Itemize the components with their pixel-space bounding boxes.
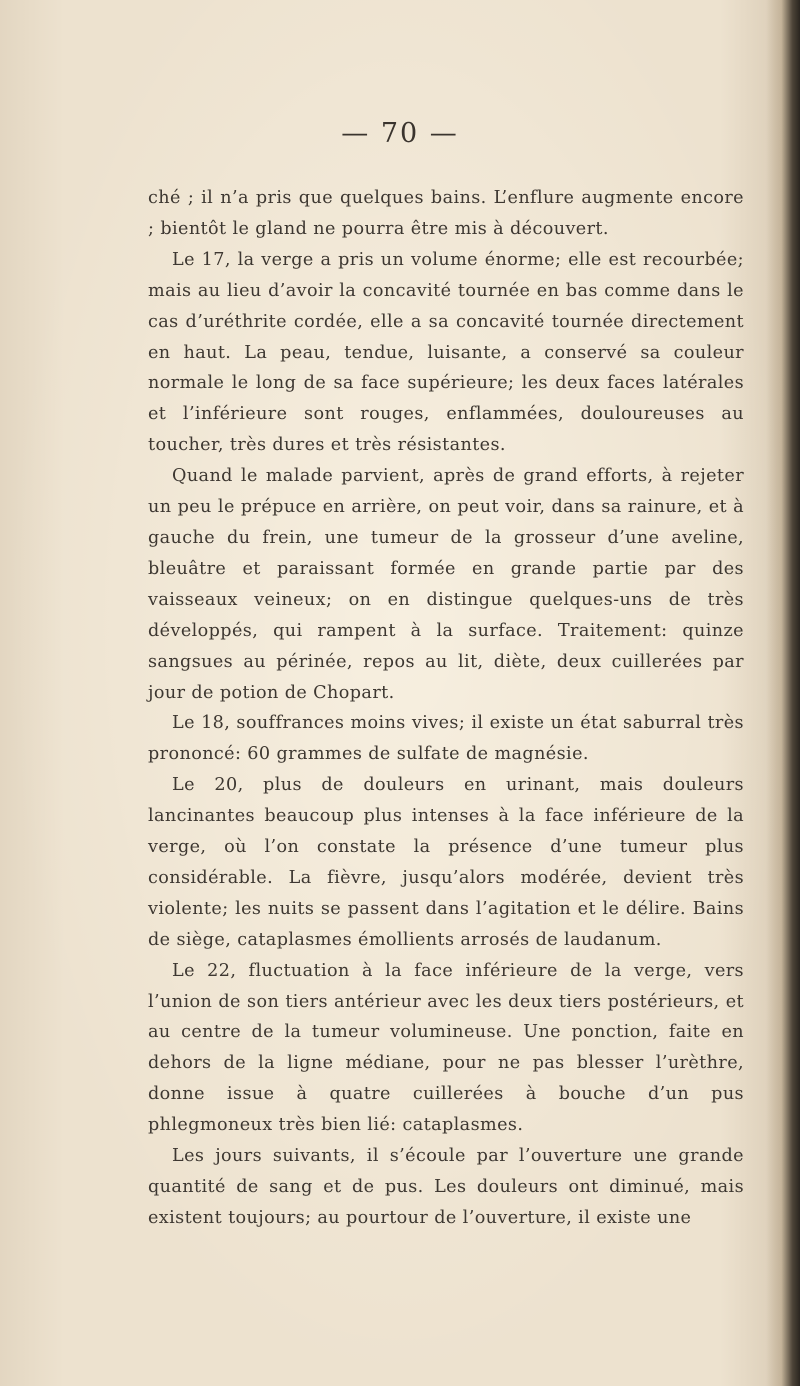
paragraph: Le 22, fluctuation à la face inférieure de la verge, vers l’union de son tiers antérieur avec les deux tiers postérieurs, et au centre de la tumeur volumineuse. Une ponction, faite en dehors de la ligne médiane, pour ne pas blesser l’urèthre, donne issue à quatre cuillerées à bouche d’un pus phlegmoneux très bien lié: cataplasmes. (148, 960, 744, 1136)
paragraph: Le 18, souffrances moins vives; il existe un état saburral très prononcé: 60 grammes de sulfate de magnésie. (148, 713, 744, 765)
paragraph: Quand le malade parvient, après de grand efforts, à rejeter un peu le prépuce en arrière, on peut voir, dans sa rainure, et à gauche du frein, une tumeur de la grosseur d’une aveline, bleuâtre et paraissant formée en grande partie par des vaisseaux veineux; on en distingue quelques-uns de très développés, qui rampent à la surface. Traitement: quinze sangsues au périnée, repos au lit, diète, deux cuillerées par jour de potion de Chopart. (148, 466, 744, 703)
paragraph: ché ; il n’a pris que quelques bains. L’enflure augmente encore ; bientôt le gland ne pourra être mis à découvert. (148, 188, 744, 239)
paragraph: Les jours suivants, il s’écoule par l’ouverture une grande quantité de sang et de pus. Les douleurs ont diminué, mais existent toujours; au pourtour de l’ouverture, il existe une (148, 1146, 744, 1228)
body-text (148, 183, 744, 1234)
paragraph: Le 20, plus de douleurs en urinant, mais douleurs lancinantes beaucoup plus intenses à la face inférieure de la verge, où l’on constate la présence d’une tumeur plus considérable. La fièvre, jusqu’alors modérée, devient très violente; les nuits se passent dans l’agitation et le délire. Bains de siège, cataplasmes émollients arrosés de laudanum. (148, 775, 744, 950)
paragraph: Le 17, la verge a pris un volume énorme; elle est recourbée; mais au lieu d’avoir la concavité tournée en bas comme dans le cas d’uréthrite cordée, elle a sa concavité tournée directement en haut. La peau, tendue, luisante, a conservé sa couleur normale le long de sa face supérieure; les deux faces latérales et l’inférieure sont rouges, enflammées, douloureuses au toucher, très dures et très résistantes. (148, 249, 744, 456)
binding-shadow (766, 0, 800, 1386)
page-number: — 70 — (341, 118, 459, 149)
